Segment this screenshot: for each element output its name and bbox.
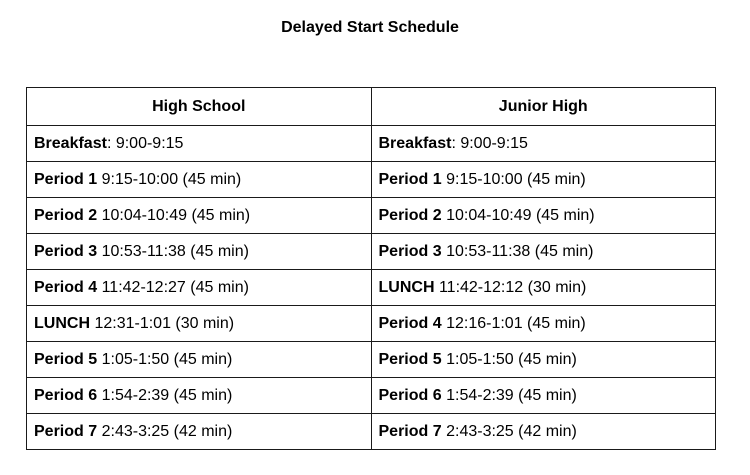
junior-high-cell bbox=[371, 198, 716, 234]
junior-high-cell bbox=[371, 234, 716, 270]
period-label: Breakfast bbox=[34, 134, 107, 152]
period-label: Period 6 bbox=[378, 386, 442, 404]
table-row bbox=[27, 414, 716, 450]
label-separator: : bbox=[106, 134, 116, 152]
column-header-junior-high: Junior High bbox=[371, 88, 716, 126]
period-label: Breakfast bbox=[378, 134, 452, 152]
period-label: Period 6 bbox=[34, 386, 98, 404]
high-school-cell bbox=[27, 234, 372, 270]
table-row bbox=[27, 342, 716, 378]
table-body bbox=[27, 126, 716, 450]
table-row bbox=[27, 198, 716, 234]
period-time: 9:00-9:15 bbox=[460, 134, 528, 152]
column-header-high-school: High School bbox=[27, 88, 372, 126]
period-time: 2:43-3:25 (42 min) bbox=[101, 422, 233, 440]
period-label: Period 1 bbox=[34, 170, 98, 188]
junior-high-cell bbox=[371, 342, 716, 378]
table-header-row bbox=[27, 88, 716, 126]
period-label: LUNCH bbox=[34, 314, 90, 332]
high-school-cell bbox=[27, 198, 372, 234]
period-label: Period 2 bbox=[34, 206, 98, 224]
schedule-table bbox=[26, 87, 716, 450]
junior-high-cell bbox=[371, 162, 716, 198]
period-label: Period 4 bbox=[378, 314, 442, 332]
period-label: Period 1 bbox=[378, 170, 442, 188]
page-title: Delayed Start Schedule bbox=[281, 19, 459, 36]
table-row bbox=[27, 306, 716, 342]
high-school-cell bbox=[27, 342, 372, 378]
high-school-cell bbox=[27, 306, 372, 342]
period-label: Period 3 bbox=[34, 242, 98, 260]
period-time: 9:15-10:00 (45 min) bbox=[101, 170, 242, 188]
period-time: 10:04-10:49 (45 min) bbox=[446, 206, 595, 224]
period-time: 11:42-12:12 (30 min) bbox=[438, 278, 587, 296]
table-row bbox=[27, 234, 716, 270]
high-school-cell bbox=[27, 270, 372, 306]
period-label: Period 5 bbox=[378, 350, 442, 368]
period-label: Period 7 bbox=[378, 422, 442, 440]
period-time: 1:54-2:39 (45 min) bbox=[446, 386, 577, 404]
period-time: 10:53-11:38 (45 min) bbox=[446, 242, 594, 260]
period-time: 12:31-1:01 (30 min) bbox=[94, 314, 235, 332]
high-school-cell bbox=[27, 378, 372, 414]
period-label: Period 7 bbox=[34, 422, 98, 440]
period-time: 9:15-10:00 (45 min) bbox=[446, 170, 586, 188]
period-time: 1:05-1:50 (45 min) bbox=[101, 350, 233, 368]
period-label: Period 5 bbox=[34, 350, 98, 368]
period-time: 2:43-3:25 (42 min) bbox=[446, 422, 577, 440]
junior-high-cell bbox=[371, 414, 716, 450]
period-time: 11:42-12:27 (45 min) bbox=[101, 278, 249, 296]
table-row bbox=[27, 378, 716, 414]
period-label: Period 4 bbox=[34, 278, 98, 296]
table-row bbox=[27, 126, 716, 162]
period-time: 1:54-2:39 (45 min) bbox=[101, 386, 233, 404]
high-school-cell bbox=[27, 126, 372, 162]
high-school-cell bbox=[27, 162, 372, 198]
table-row bbox=[27, 162, 716, 198]
period-time: 10:04-10:49 (45 min) bbox=[101, 206, 251, 224]
period-time: 1:05-1:50 (45 min) bbox=[446, 350, 577, 368]
period-label: Period 2 bbox=[378, 206, 442, 224]
table-row bbox=[27, 270, 716, 306]
period-label: Period 3 bbox=[378, 242, 442, 260]
junior-high-cell bbox=[371, 306, 716, 342]
junior-high-cell bbox=[371, 126, 716, 162]
period-time: 12:16-1:01 (45 min) bbox=[446, 314, 586, 332]
junior-high-cell bbox=[371, 378, 716, 414]
period-label: LUNCH bbox=[378, 278, 435, 296]
junior-high-cell bbox=[371, 270, 716, 306]
period-time: 9:00-9:15 bbox=[115, 134, 184, 152]
label-separator: : bbox=[451, 134, 461, 152]
high-school-cell bbox=[27, 414, 372, 450]
period-time: 10:53-11:38 (45 min) bbox=[101, 242, 249, 260]
